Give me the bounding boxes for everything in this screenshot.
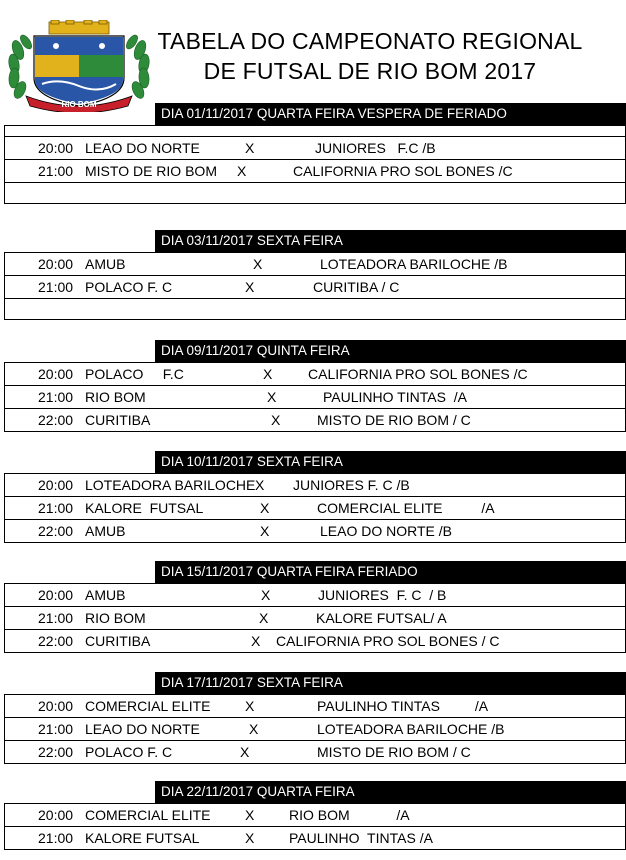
versus-mark: X (251, 633, 261, 649)
schedule-block (4, 803, 626, 850)
game-time: 20:00 (38, 698, 74, 714)
home-team: POLACO F. C (85, 744, 173, 760)
away-team: KALORE FUTSAL/ A (316, 610, 447, 626)
municipal-crest (4, 20, 154, 112)
game-time: 21:00 (38, 721, 74, 737)
schedule-block (4, 252, 626, 320)
table-row (5, 718, 625, 741)
away-team: CURITIBA / C (313, 279, 400, 295)
versus-mark: X (245, 279, 255, 295)
away-team: PAULINHO TINTAS /A (289, 830, 433, 846)
away-team: CALIFORNIA PRO SOL BONES / C (276, 633, 500, 649)
away-team: LOTEADORA BARILOCHE /B (317, 721, 505, 737)
day-header: DIA 10/11/2017 SEXTA FEIRA (155, 451, 626, 473)
table-row (5, 409, 625, 431)
spacer-row (5, 126, 625, 137)
versus-mark: X (237, 163, 247, 179)
home-team: COMERCIAL ELITE (85, 698, 211, 714)
away-team: MISTO DE RIO BOM / C (317, 744, 471, 760)
versus-mark: X (271, 412, 281, 428)
away-team: COMERCIAL ELITE /A (317, 500, 495, 516)
schedule-block (4, 362, 626, 432)
home-team: AMUB (85, 587, 126, 603)
versus-mark: X (260, 523, 270, 539)
home-team: KALORE FUTSAL (85, 830, 200, 846)
away-team: LEAO DO NORTE /B (320, 523, 452, 539)
day-header: DIA 22/11/2017 QUARTA FEIRA (155, 781, 626, 803)
game-time: 21:00 (38, 279, 74, 295)
away-team: MISTO DE RIO BOM / C (317, 412, 471, 428)
home-team: LOTEADORA BARILOCHE (85, 477, 256, 493)
game-time: 21:00 (38, 610, 74, 626)
home-team: RIO BOM (85, 389, 146, 405)
home-team: AMUB (85, 256, 126, 272)
game-time: 20:00 (38, 256, 74, 272)
game-time: 22:00 (38, 633, 74, 649)
table-row (5, 695, 625, 718)
table-row (5, 827, 625, 849)
table-row (5, 497, 625, 520)
home-team: POLACO F. C (85, 279, 173, 295)
versus-mark: X (263, 366, 273, 382)
table-row (5, 520, 625, 542)
day-header: DIA 17/11/2017 SEXTA FEIRA (155, 672, 626, 694)
versus-mark: X (255, 477, 265, 493)
schedule-block (4, 125, 626, 204)
page-title (150, 26, 590, 86)
day-header: DIA 15/11/2017 QUARTA FEIRA FERIADO (155, 561, 626, 583)
versus-mark: X (245, 807, 255, 823)
game-time: 20:00 (38, 140, 74, 156)
table-row (5, 607, 625, 630)
away-team: CALIFORNIA PRO SOL BONES /C (308, 366, 528, 382)
table-row (5, 741, 625, 763)
home-team: MISTO DE RIO BOM (85, 163, 217, 179)
table-row (5, 386, 625, 409)
table-row (5, 804, 625, 827)
away-team: PAULINHO TINTAS /A (317, 698, 489, 714)
versus-mark: X (253, 256, 263, 272)
schedule-block (4, 583, 626, 653)
away-team: JUNIORES F. C /B (293, 477, 410, 493)
game-time: 20:00 (38, 366, 74, 382)
home-team: CURITIBA (85, 412, 151, 428)
game-time: 21:00 (38, 389, 74, 405)
day-header: DIA 03/11/2017 SEXTA FEIRA (155, 230, 626, 252)
versus-mark: X (249, 721, 259, 737)
table-row (5, 253, 625, 276)
home-team: LEAO DO NORTE (85, 721, 200, 737)
away-team: LOTEADORA BARILOCHE /B (320, 256, 508, 272)
away-team: CALIFORNIA PRO SOL BONES /C (293, 163, 513, 179)
schedule-block (4, 694, 626, 764)
home-team: COMERCIAL ELITE (85, 807, 211, 823)
game-time: 22:00 (38, 412, 74, 428)
versus-mark: X (267, 389, 277, 405)
home-team: LEAO DO NORTE (85, 140, 200, 156)
versus-mark: X (261, 587, 271, 603)
away-team: JUNIORES F.C /B (315, 140, 436, 156)
day-header: DIA 01/11/2017 QUARTA FEIRA VESPERA DE FERIADO (155, 103, 626, 125)
game-time: 21:00 (38, 830, 74, 846)
table-row (5, 363, 625, 386)
table-row (5, 584, 625, 607)
game-time: 20:00 (38, 477, 74, 493)
home-team: RIO BOM (85, 610, 146, 626)
home-team: POLACO F.C (85, 366, 184, 382)
versus-mark: X (245, 698, 255, 714)
day-header: DIA 09/11/2017 QUINTA FEIRA (155, 340, 626, 362)
versus-mark: X (245, 830, 255, 846)
game-time: 22:00 (38, 523, 74, 539)
table-row (5, 160, 625, 183)
versus-mark: X (245, 140, 255, 156)
table-row (5, 276, 625, 299)
away-team: PAULINHO TINTAS /A (323, 389, 467, 405)
versus-mark: X (240, 744, 250, 760)
game-time: 20:00 (38, 587, 74, 603)
table-row (5, 474, 625, 497)
crest-ribbon-text: RIO BOM (61, 100, 97, 109)
home-team: CURITIBA (85, 633, 151, 649)
table-row (5, 630, 625, 652)
versus-mark: X (260, 500, 270, 516)
table-row (5, 137, 625, 160)
home-team: AMUB (85, 523, 126, 539)
versus-mark: X (259, 610, 269, 626)
away-team: JUNIORES F. C / B (318, 587, 447, 603)
schedule-block (4, 473, 626, 543)
game-time: 21:00 (38, 500, 74, 516)
empty-row (5, 183, 625, 203)
game-time: 20:00 (38, 807, 74, 823)
empty-row (5, 299, 625, 319)
crest-icon (4, 20, 154, 112)
away-team: RIO BOM /A (289, 807, 410, 823)
game-time: 21:00 (38, 163, 74, 179)
title-line-2: DE FUTSAL DE RIO BOM 2017 (203, 58, 537, 84)
game-time: 22:00 (38, 744, 74, 760)
home-team: KALORE FUTSAL (85, 500, 204, 516)
title-line-1: TABELA DO CAMPEONATO REGIONAL (157, 28, 583, 54)
